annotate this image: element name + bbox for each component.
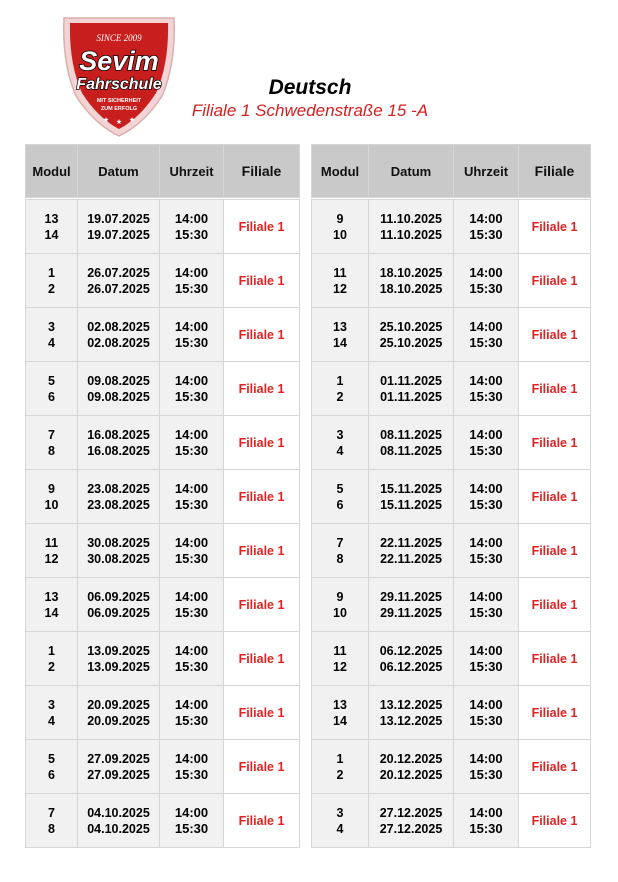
modul-number: 1 <box>48 643 55 658</box>
filiale-cell: Filiale 1 <box>224 740 300 794</box>
modul-number: 14 <box>44 605 59 620</box>
time-end: 15:30 <box>174 388 209 404</box>
uhrzeit-cell <box>160 362 224 416</box>
time-end: 15:30 <box>174 442 209 458</box>
modul-number: 1 <box>48 265 55 280</box>
modul-cell <box>312 254 369 308</box>
uhrzeit-cell <box>454 740 519 794</box>
uhrzeit-cell <box>160 470 224 524</box>
filiale-cell: Filiale 1 <box>224 416 300 470</box>
date-value: 11.10.2025 <box>380 211 442 226</box>
modul-number: 4 <box>336 821 344 836</box>
filiale-cell: Filiale 1 <box>224 254 300 308</box>
date-value: 06.09.2025 <box>87 605 150 620</box>
time-end: 15:30 <box>174 658 209 674</box>
table-row <box>312 362 591 416</box>
time-end: 15:30 <box>174 766 209 782</box>
time-start: 14:00 <box>469 750 503 766</box>
date-value: 06.09.2025 <box>87 589 150 604</box>
modul-cell <box>312 200 369 254</box>
table-row <box>312 686 591 740</box>
date-value: 01.11.2025 <box>380 373 442 388</box>
modul-cell <box>26 740 78 794</box>
filiale-cell: Filiale 1 <box>519 470 591 524</box>
uhrzeit-cell <box>454 308 519 362</box>
datum-cell <box>369 686 454 740</box>
table-row <box>312 578 591 632</box>
modul-number: 10 <box>333 605 347 620</box>
modul-number: 6 <box>48 389 55 404</box>
modul-number: 4 <box>336 443 344 458</box>
date-value: 13.09.2025 <box>87 643 150 658</box>
logo-brand: Sevim <box>79 46 159 76</box>
uhrzeit-cell <box>454 416 519 470</box>
table-row <box>26 308 300 362</box>
branch-address: Filiale 1 Schwedenstraße 15 -A <box>191 101 429 120</box>
uhrzeit-cell <box>160 308 224 362</box>
filiale-cell: Filiale 1 <box>224 524 300 578</box>
modul-cell <box>312 524 369 578</box>
modul-number: 10 <box>44 497 59 512</box>
time-end: 15:30 <box>469 712 503 728</box>
datum-cell <box>369 524 454 578</box>
table-row <box>312 740 591 794</box>
time-start: 14:00 <box>469 318 503 334</box>
col-header-filiale: Filiale <box>224 145 300 198</box>
table-row <box>26 254 300 308</box>
col-header-datum: Datum <box>369 145 454 198</box>
modul-number: 4 <box>48 335 55 350</box>
date-value: 09.08.2025 <box>87 373 150 388</box>
filiale-cell: Filiale 1 <box>224 794 300 848</box>
datum-cell <box>369 578 454 632</box>
table-row <box>312 416 591 470</box>
time-end: 15:30 <box>174 550 209 566</box>
modul-cell <box>26 686 78 740</box>
modul-cell <box>26 416 78 470</box>
modul-number: 2 <box>336 767 344 782</box>
uhrzeit-cell <box>160 254 224 308</box>
time-end: 15:30 <box>469 442 503 458</box>
uhrzeit-cell <box>454 578 519 632</box>
datum-cell <box>369 740 454 794</box>
table-row <box>26 686 300 740</box>
datum-cell <box>78 470 160 524</box>
modul-number: 14 <box>333 335 347 350</box>
col-header-uhrzeit: Uhrzeit <box>454 145 519 198</box>
time-end: 15:30 <box>469 226 503 242</box>
modul-number: 12 <box>44 551 59 566</box>
modul-number: 2 <box>48 659 55 674</box>
date-value: 16.08.2025 <box>87 427 150 442</box>
date-value: 26.07.2025 <box>87 265 150 280</box>
date-value: 27.09.2025 <box>87 751 150 766</box>
col-header-modul: Modul <box>312 145 369 198</box>
col-header-uhrzeit: Uhrzeit <box>160 145 224 198</box>
date-value: 23.08.2025 <box>87 481 150 496</box>
modul-number: 14 <box>333 713 347 728</box>
schedule-table-right <box>311 144 591 848</box>
modul-number: 12 <box>333 659 347 674</box>
date-value: 27.12.2025 <box>379 805 443 820</box>
col-header-filiale: Filiale <box>519 145 591 198</box>
time-end: 15:30 <box>174 820 209 836</box>
uhrzeit-cell <box>454 362 519 416</box>
modul-number: 3 <box>48 319 55 334</box>
date-value: 15.11.2025 <box>380 481 442 496</box>
datum-cell <box>78 362 160 416</box>
time-end: 15:30 <box>174 496 209 512</box>
table-row <box>312 794 591 848</box>
modul-number: 3 <box>336 427 344 442</box>
date-value: 08.11.2025 <box>380 443 442 458</box>
datum-cell <box>78 524 160 578</box>
datum-cell <box>78 686 160 740</box>
date-value: 19.07.2025 <box>87 227 150 242</box>
filiale-cell: Filiale 1 <box>519 524 591 578</box>
date-value: 06.12.2025 <box>379 659 443 674</box>
time-start: 14:00 <box>174 426 209 442</box>
modul-cell <box>312 308 369 362</box>
table-row <box>312 632 591 686</box>
time-start: 14:00 <box>469 696 503 712</box>
modul-cell <box>26 254 78 308</box>
svg-text:★: ★ <box>115 119 123 126</box>
filiale-cell: Filiale 1 <box>224 686 300 740</box>
time-start: 14:00 <box>469 642 503 658</box>
filiale-cell: Filiale 1 <box>519 686 591 740</box>
date-value: 29.11.2025 <box>380 589 442 604</box>
modul-cell <box>26 632 78 686</box>
time-start: 14:00 <box>469 804 503 820</box>
date-value: 13.09.2025 <box>87 659 150 674</box>
date-value: 27.12.2025 <box>379 821 443 836</box>
modul-number: 9 <box>48 481 55 496</box>
table-row <box>26 794 300 848</box>
datum-cell <box>78 578 160 632</box>
time-start: 14:00 <box>174 210 209 226</box>
logo-tagline-2: ZUM ERFOLG <box>100 106 138 112</box>
modul-number: 12 <box>333 281 347 296</box>
filiale-cell: Filiale 1 <box>224 308 300 362</box>
uhrzeit-cell <box>160 794 224 848</box>
time-start: 14:00 <box>174 696 209 712</box>
date-value: 20.09.2025 <box>87 697 150 712</box>
modul-cell <box>312 416 369 470</box>
datum-cell <box>78 254 160 308</box>
uhrzeit-cell <box>454 686 519 740</box>
modul-number: 1 <box>336 373 344 388</box>
table-row <box>312 200 591 254</box>
filiale-cell: Filiale 1 <box>224 200 300 254</box>
time-end: 15:30 <box>469 496 503 512</box>
filiale-cell: Filiale 1 <box>519 578 591 632</box>
modul-number: 11 <box>333 643 347 658</box>
time-end: 15:30 <box>469 388 503 404</box>
date-value: 13.12.2025 <box>379 713 443 728</box>
date-value: 22.11.2025 <box>380 535 442 550</box>
modul-number: 8 <box>336 551 344 566</box>
uhrzeit-cell <box>454 632 519 686</box>
date-value: 02.08.2025 <box>87 335 150 350</box>
date-value: 26.07.2025 <box>87 281 150 296</box>
schedule-table-left <box>25 144 300 848</box>
uhrzeit-cell <box>454 200 519 254</box>
date-value: 19.07.2025 <box>87 211 150 226</box>
date-value: 13.12.2025 <box>379 697 443 712</box>
logo-brand-sub: Fahrschule <box>76 76 162 93</box>
time-end: 15:30 <box>469 334 503 350</box>
datum-cell <box>369 254 454 308</box>
uhrzeit-cell <box>160 200 224 254</box>
time-start: 14:00 <box>469 534 503 550</box>
modul-number: 4 <box>48 713 55 728</box>
time-start: 14:00 <box>174 750 209 766</box>
date-value: 09.08.2025 <box>87 389 150 404</box>
date-value: 25.10.2025 <box>379 319 443 334</box>
datum-cell <box>78 416 160 470</box>
date-value: 04.10.2025 <box>87 821 150 836</box>
modul-number: 13 <box>44 211 59 226</box>
datum-cell <box>78 632 160 686</box>
time-start: 14:00 <box>469 264 503 280</box>
table-row <box>26 632 300 686</box>
logo-tagline-1: MIT SICHERHEIT <box>96 98 142 104</box>
date-value: 20.12.2025 <box>379 767 443 782</box>
time-end: 15:30 <box>174 712 209 728</box>
modul-cell <box>312 632 369 686</box>
filiale-cell: Filiale 1 <box>519 362 591 416</box>
svg-text:★: ★ <box>128 117 136 124</box>
time-end: 15:30 <box>469 550 503 566</box>
table-row <box>312 254 591 308</box>
filiale-cell: Filiale 1 <box>519 200 591 254</box>
datum-cell <box>78 200 160 254</box>
modul-cell <box>26 308 78 362</box>
modul-number: 7 <box>48 427 55 442</box>
datum-cell <box>78 308 160 362</box>
table-row <box>26 470 300 524</box>
modul-number: 7 <box>336 535 344 550</box>
time-start: 14:00 <box>174 804 209 820</box>
time-start: 14:00 <box>469 210 503 226</box>
modul-number: 3 <box>336 805 344 820</box>
datum-cell <box>369 362 454 416</box>
modul-number: 1 <box>336 751 344 766</box>
filiale-cell: Filiale 1 <box>519 740 591 794</box>
modul-cell <box>312 578 369 632</box>
uhrzeit-cell <box>454 254 519 308</box>
filiale-cell: Filiale 1 <box>519 794 591 848</box>
table-row <box>312 470 591 524</box>
date-value: 01.11.2025 <box>380 389 442 404</box>
modul-number: 11 <box>333 265 347 280</box>
modul-cell <box>26 578 78 632</box>
table-row <box>26 578 300 632</box>
time-end: 15:30 <box>174 334 209 350</box>
time-end: 15:30 <box>469 280 503 296</box>
datum-cell <box>369 416 454 470</box>
datum-cell <box>369 308 454 362</box>
modul-cell <box>26 200 78 254</box>
date-value: 25.10.2025 <box>379 335 443 350</box>
schedule-language-title: Deutsch <box>268 76 352 99</box>
time-start: 14:00 <box>469 480 503 496</box>
table-row <box>26 200 300 254</box>
col-header-modul: Modul <box>26 145 78 198</box>
time-end: 15:30 <box>469 820 503 836</box>
datum-cell <box>78 740 160 794</box>
filiale-cell: Filiale 1 <box>224 632 300 686</box>
table-header-row <box>312 145 591 198</box>
uhrzeit-cell <box>160 578 224 632</box>
modul-number: 9 <box>336 589 344 604</box>
modul-cell <box>312 686 369 740</box>
datum-cell <box>369 632 454 686</box>
date-value: 04.10.2025 <box>87 805 150 820</box>
time-start: 14:00 <box>174 534 209 550</box>
datum-cell <box>369 200 454 254</box>
table-row <box>26 524 300 578</box>
date-value: 02.08.2025 <box>87 319 150 334</box>
time-end: 15:30 <box>174 604 209 620</box>
datum-cell <box>369 470 454 524</box>
table-row <box>312 308 591 362</box>
time-start: 14:00 <box>469 372 503 388</box>
modul-cell <box>26 470 78 524</box>
filiale-cell: Filiale 1 <box>224 470 300 524</box>
date-value: 20.12.2025 <box>379 751 443 766</box>
date-value: 30.08.2025 <box>87 551 150 566</box>
date-value: 18.10.2025 <box>379 281 443 296</box>
modul-cell <box>312 794 369 848</box>
date-value: 27.09.2025 <box>87 767 150 782</box>
modul-number: 5 <box>336 481 344 496</box>
uhrzeit-cell <box>160 740 224 794</box>
uhrzeit-cell <box>454 524 519 578</box>
modul-cell <box>312 470 369 524</box>
time-start: 14:00 <box>174 264 209 280</box>
modul-number: 9 <box>336 211 344 226</box>
modul-number: 10 <box>333 227 347 242</box>
modul-cell <box>26 524 78 578</box>
time-end: 15:30 <box>174 226 209 242</box>
uhrzeit-cell <box>454 794 519 848</box>
date-value: 23.08.2025 <box>87 497 150 512</box>
date-value: 30.08.2025 <box>87 535 150 550</box>
datum-cell <box>78 794 160 848</box>
time-end: 15:30 <box>469 604 503 620</box>
time-end: 15:30 <box>174 280 209 296</box>
uhrzeit-cell <box>454 470 519 524</box>
modul-number: 11 <box>44 535 59 550</box>
modul-number: 6 <box>48 767 55 782</box>
table-header-row <box>26 145 300 198</box>
modul-cell <box>312 740 369 794</box>
filiale-cell: Filiale 1 <box>224 362 300 416</box>
modul-number: 8 <box>48 821 55 836</box>
datum-cell <box>369 794 454 848</box>
time-end: 15:30 <box>469 766 503 782</box>
modul-cell <box>312 362 369 416</box>
uhrzeit-cell <box>160 416 224 470</box>
svg-text:★: ★ <box>102 117 110 124</box>
modul-number: 2 <box>48 281 55 296</box>
table-row <box>26 362 300 416</box>
date-value: 15.11.2025 <box>380 497 442 512</box>
modul-number: 6 <box>336 497 344 512</box>
filiale-cell: Filiale 1 <box>519 416 591 470</box>
time-start: 14:00 <box>174 642 209 658</box>
uhrzeit-cell <box>160 632 224 686</box>
modul-number: 13 <box>333 319 347 334</box>
filiale-cell: Filiale 1 <box>519 254 591 308</box>
modul-cell <box>26 794 78 848</box>
date-value: 11.10.2025 <box>380 227 442 242</box>
date-value: 16.08.2025 <box>87 443 150 458</box>
date-value: 20.09.2025 <box>87 713 150 728</box>
filiale-cell: Filiale 1 <box>519 308 591 362</box>
time-start: 14:00 <box>174 480 209 496</box>
modul-number: 13 <box>44 589 59 604</box>
time-end: 15:30 <box>469 658 503 674</box>
time-start: 14:00 <box>469 426 503 442</box>
modul-number: 7 <box>48 805 55 820</box>
modul-cell <box>26 362 78 416</box>
date-value: 08.11.2025 <box>380 427 442 442</box>
table-row <box>26 740 300 794</box>
modul-number: 5 <box>48 373 55 388</box>
uhrzeit-cell <box>160 686 224 740</box>
time-start: 14:00 <box>174 588 209 604</box>
modul-number: 13 <box>333 697 347 712</box>
modul-number: 14 <box>44 227 59 242</box>
date-value: 29.11.2025 <box>380 605 442 620</box>
table-row <box>26 416 300 470</box>
filiale-cell: Filiale 1 <box>519 632 591 686</box>
modul-number: 3 <box>48 697 55 712</box>
modul-number: 8 <box>48 443 55 458</box>
time-start: 14:00 <box>174 318 209 334</box>
logo-since: SINCE 2009 <box>96 33 142 43</box>
date-value: 18.10.2025 <box>379 265 443 280</box>
table-row <box>312 524 591 578</box>
modul-number: 2 <box>336 389 344 404</box>
uhrzeit-cell <box>160 524 224 578</box>
date-value: 22.11.2025 <box>380 551 442 566</box>
filiale-cell: Filiale 1 <box>224 578 300 632</box>
col-header-datum: Datum <box>78 145 160 198</box>
time-start: 14:00 <box>469 588 503 604</box>
modul-number: 5 <box>48 751 55 766</box>
time-start: 14:00 <box>174 372 209 388</box>
date-value: 06.12.2025 <box>379 643 443 658</box>
